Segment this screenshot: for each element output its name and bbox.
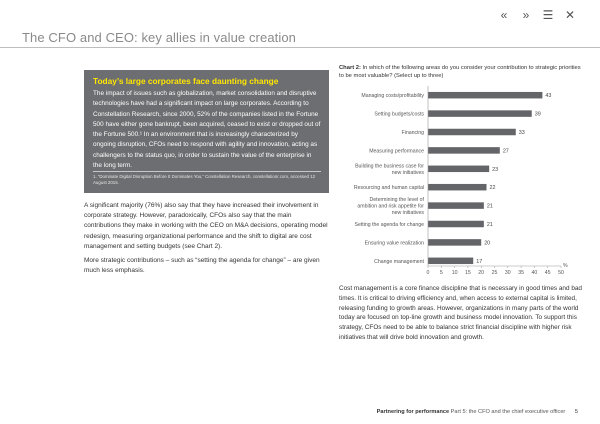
data-label: 17 [476, 258, 483, 265]
chart-title [339, 64, 584, 80]
bar [428, 92, 542, 99]
data-label: 39 [534, 111, 541, 118]
x-tick-label: 0 [426, 270, 430, 276]
x-tick-label: 25 [491, 270, 498, 276]
category-label: Setting the agenda for change [354, 222, 424, 228]
title-divider [0, 47, 600, 48]
category-label: Determining the level of ambition and risk appetite for new initiatives [357, 197, 424, 217]
bar [428, 110, 532, 117]
data-label: 20 [484, 240, 491, 247]
navigation-controls [498, 9, 576, 21]
x-tick-label: 20 [478, 270, 485, 276]
category-label: Resourcing and human capital [353, 185, 424, 192]
data-label: 43 [545, 93, 552, 100]
callout-box [84, 70, 329, 193]
double-chevron-right-icon[interactable]: » [522, 8, 530, 22]
data-label: 21 [486, 222, 493, 228]
category-label: Ensuring value realization [364, 240, 424, 247]
top-bar [0, 0, 600, 28]
callout-body: The impact of issues such as globalization, market consolidation and disruptive technologies have had a significant impact on large corporates. According to Constellation Research, since 2000, 52% of the companies listed in the Fortune 500 have either gone bankrupt, been acquired, ceased to exist or dropped out of the Fortune 500.¹ In an environment that is increasingly characterized by ongoing disruption, CFOs need to respond with agility and innovation, acting as challengers to the status quo, in order to sustain the value of the enterprise in the long term. [93, 90, 321, 170]
x-tick-label: 30 [504, 270, 511, 276]
page-number: 5 [574, 409, 578, 415]
body-paragraph-1: A significant majority (76%) also say that they have increased their involvement in corporate strategy. However, paradoxically, CFOs also say that the main contributions they make in working with the CEO on M&A decisions, operating model redesign, measuring organizational performance and the shift to digital are cost management and setting budgets (see Chart 2). [84, 202, 328, 250]
x-tick-label: 50 [558, 270, 564, 276]
chart-title-text: In which of the following areas do you consider your contribution to strategic priorities to be most valuable? (Select up to three) [339, 65, 581, 79]
callout-footnote: 1. “Dominate Digital Disruption Before It Dominates You,” Constellation Research, constellationr.com, accessed 12 August 2015. [93, 174, 316, 186]
data-label: 22 [489, 185, 496, 192]
bar [428, 166, 489, 173]
chart-title-label: Chart 2: [339, 65, 361, 71]
page-footer [377, 409, 578, 415]
callout-heading: Today’s large corporates face daunting change [93, 76, 279, 86]
footnote-divider [93, 171, 321, 172]
bar [428, 258, 473, 265]
bar [428, 239, 481, 246]
x-tick-label: 35 [518, 270, 524, 276]
data-label: 33 [518, 130, 525, 136]
x-tick-label: 40 [531, 270, 538, 276]
x-tick-label: 15 [465, 270, 471, 276]
category-label: Change management [374, 258, 424, 265]
category-label: Measuring performance [369, 148, 424, 155]
data-label: 23 [492, 166, 499, 173]
data-label: 21 [486, 203, 493, 210]
footer-title: Partnering for performance [376, 409, 450, 415]
bar [428, 184, 487, 191]
x-axis-unit: % [563, 263, 568, 269]
category-label: Financing [401, 130, 424, 136]
bar [428, 221, 484, 228]
x-tick-label: 5 [439, 270, 443, 276]
data-label: 27 [502, 148, 509, 155]
x-tick-label: 45 [544, 270, 551, 276]
page-title: The CFO and CEO: key allies in value creation [22, 30, 297, 45]
list-icon[interactable]: ☰ [542, 8, 554, 22]
category-label: Managing costs/profitability [361, 93, 424, 100]
body-paragraph-2: More strategic contributions – such as “setting the agenda for change” – are given much less emphasis. [84, 257, 320, 275]
x-tick-label: 10 [451, 270, 458, 276]
footer-subtitle: Part 5: the CFO and the chief executive officer [450, 409, 566, 415]
category-label: Setting budgets/costs [374, 111, 424, 118]
bar-chart [330, 84, 590, 284]
bar [428, 202, 484, 209]
bar [428, 129, 516, 136]
double-chevron-left-icon[interactable]: « [500, 8, 508, 22]
body-paragraph-3: Cost management is a core finance discipline that is necessary in good times and bad times. It is critical to driving efficiency and, when access to external capital is limited, releasing funding to growth areas. However, organizations in many parts of the world today are focused on top-line growth and business model innovation. To support this strategy, CFOs need to be able to balance strict financial discipline with higher risk initiatives that will drive bold innovation and growth. [339, 285, 582, 341]
bar [428, 147, 500, 154]
category-label: Building the business case for new initiatives [355, 163, 424, 177]
close-icon[interactable]: ✕ [564, 8, 576, 22]
